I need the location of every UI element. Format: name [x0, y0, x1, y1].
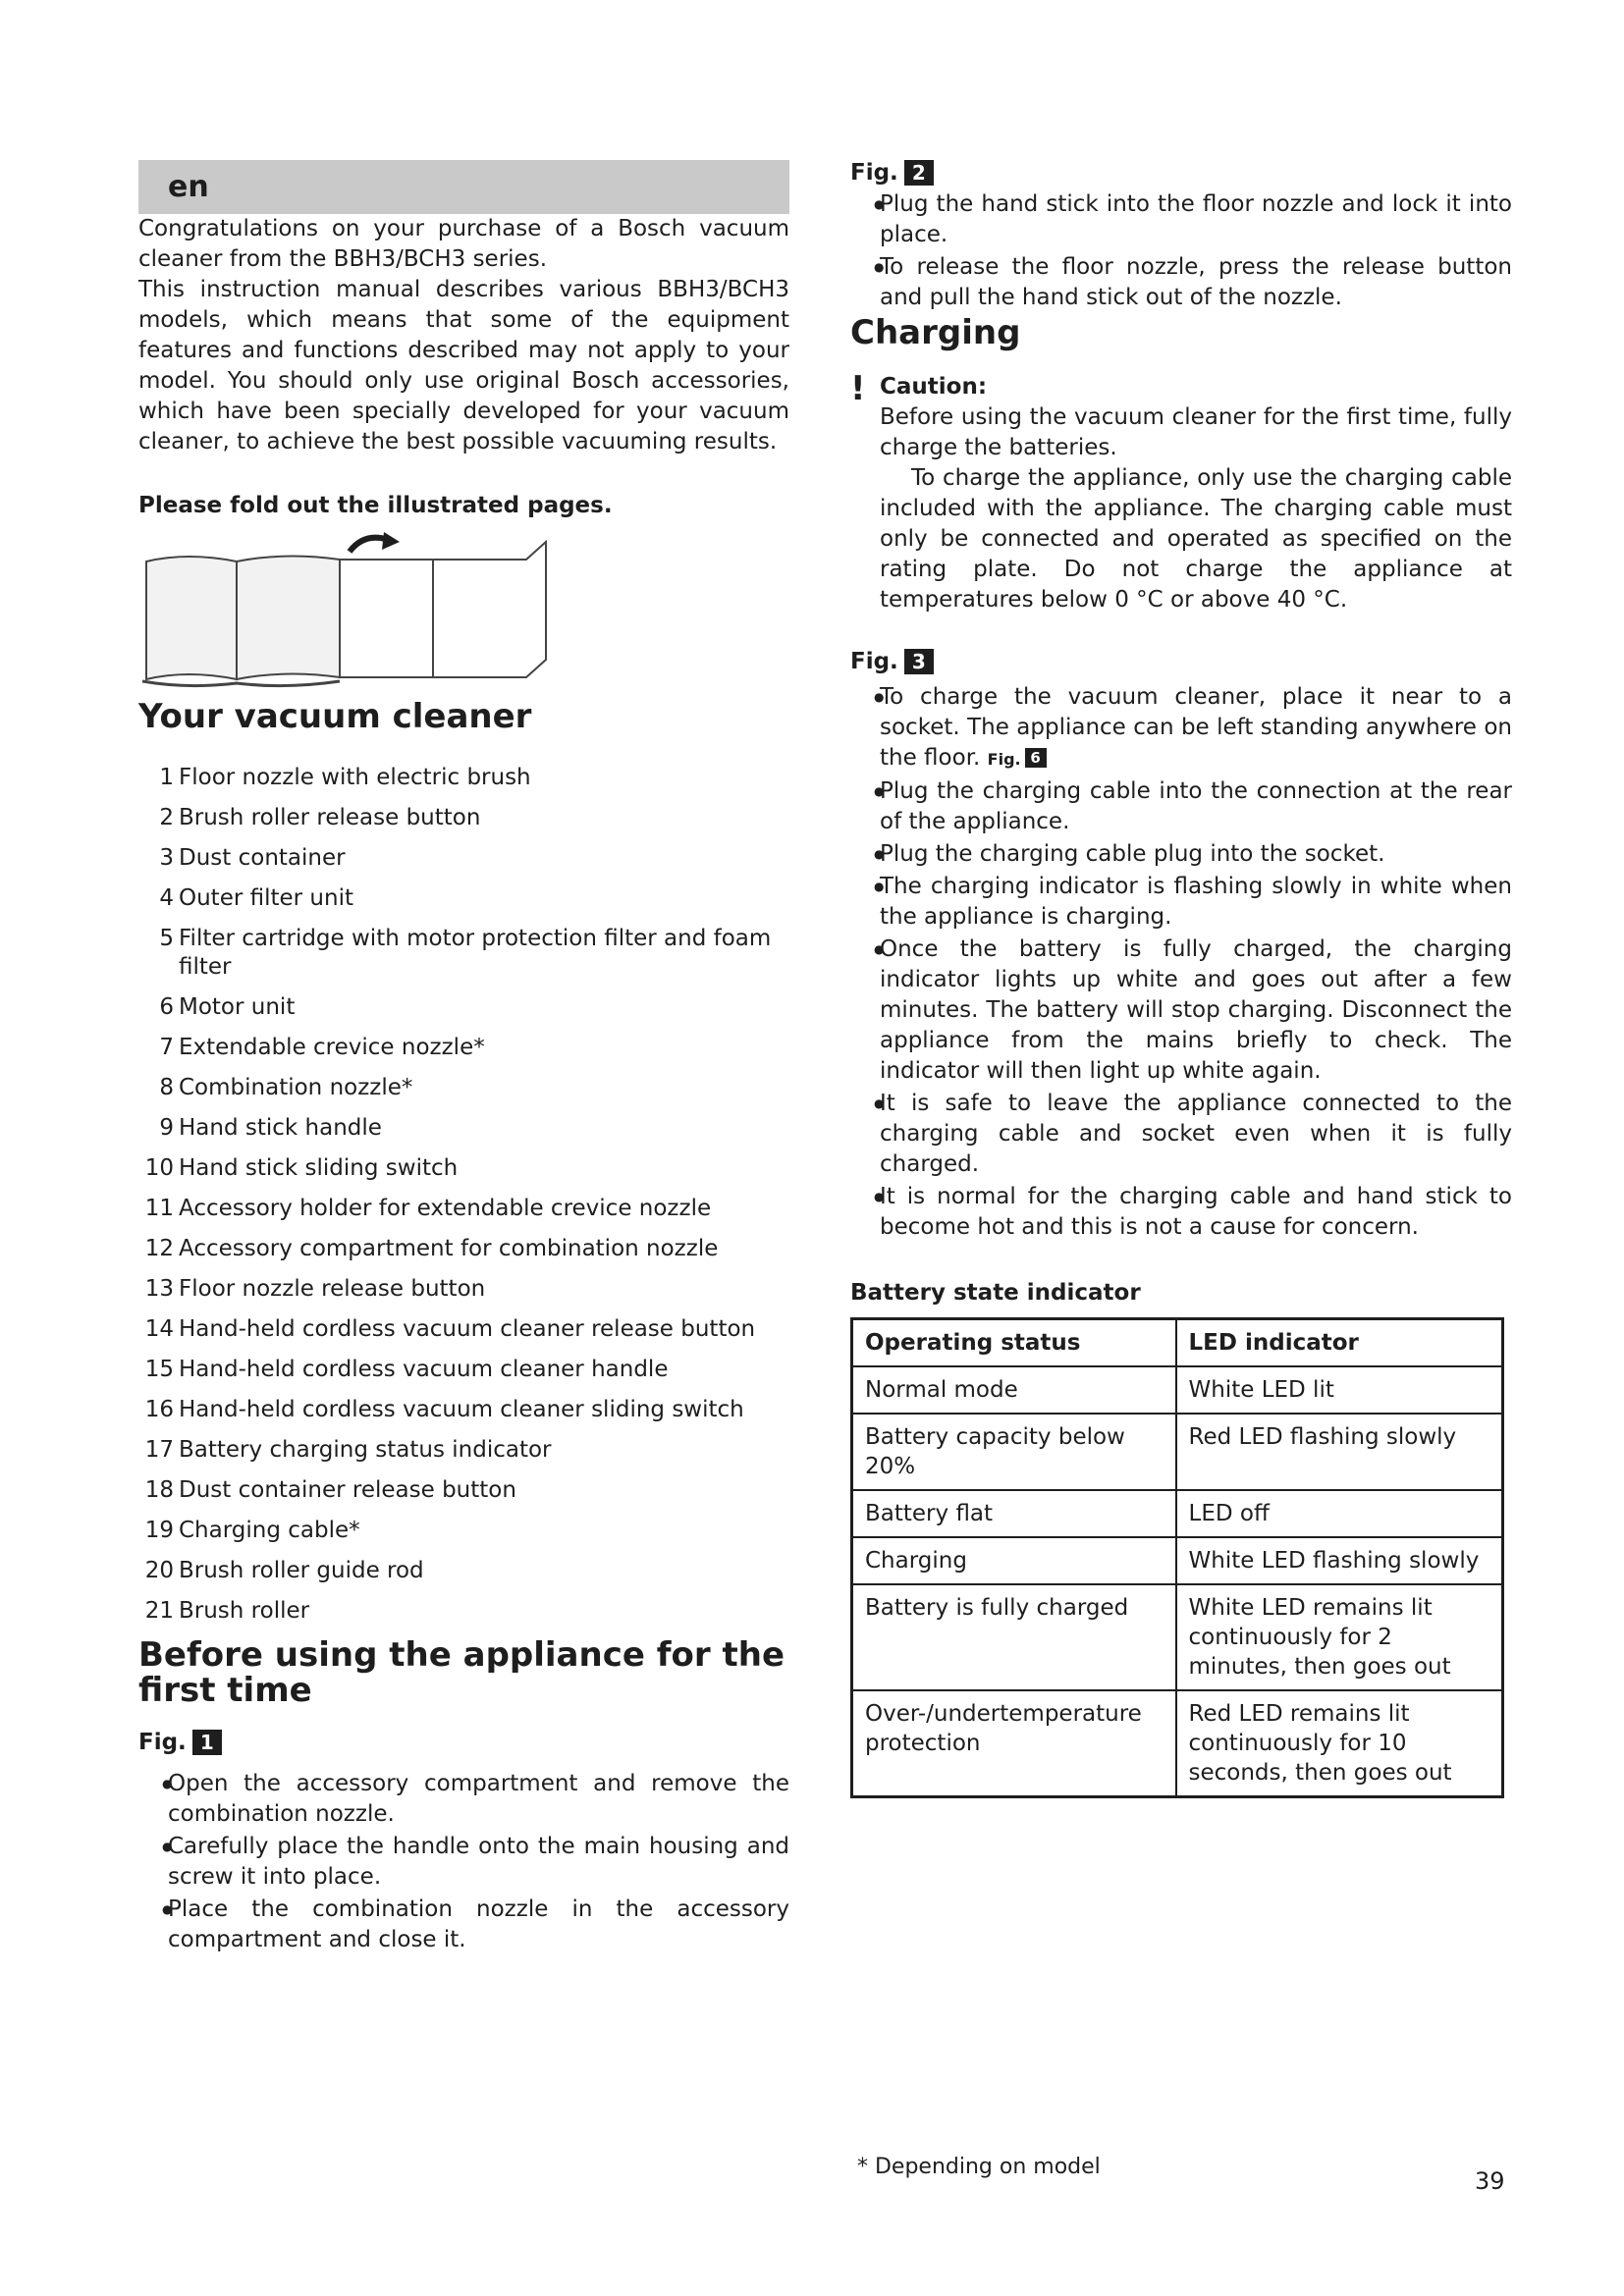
part-number: 16 [144, 1397, 174, 1422]
charging-steps [850, 682, 1512, 1243]
list-item [138, 804, 789, 832]
part-number: 3 [159, 845, 174, 871]
figure-label: Fig. [850, 160, 898, 186]
part-number: 8 [159, 1075, 174, 1100]
part-label: Hand stick sliding switch [179, 1155, 459, 1181]
part-label: Hand-held cordless vacuum cleaner sliding switch [179, 1397, 744, 1422]
part-label: Hand-held cordless vacuum cleaner handle [179, 1357, 669, 1382]
battery-state-table [850, 1317, 1504, 1798]
table-row [852, 1414, 1503, 1490]
figure-reference-2 [850, 160, 1512, 186]
list-item [138, 764, 789, 792]
part-label: Motor unit [179, 994, 296, 1020]
part-number: 19 [144, 1518, 174, 1543]
part-label: Floor nozzle with electric brush [179, 765, 531, 790]
part-label: Brush roller [179, 1598, 310, 1624]
part-number: 7 [159, 1035, 174, 1060]
list-item: ● Plug the hand stick into the floor nozzle and lock it into place. [850, 189, 1512, 250]
list-item: ● Plug the charging cable plug into the socket. [850, 839, 1512, 870]
column-header-led-indicator: LED indicator [1176, 1319, 1503, 1367]
list-item: ● Carefully place the handle onto the main housing and screw it into place. [138, 1832, 789, 1893]
part-number: 9 [159, 1115, 174, 1141]
table-row [852, 1584, 1503, 1690]
status-cell: Battery is fully charged [852, 1584, 1176, 1690]
part-number: 13 [144, 1276, 174, 1302]
figure-number-badge: 1 [192, 1730, 222, 1755]
fig2-steps [850, 189, 1512, 313]
fold-out-book-illustration [138, 532, 551, 699]
figure-label: Fig. [987, 750, 1021, 769]
language-header: en [138, 160, 789, 214]
battery-state-indicator-title: Battery state indicator [850, 1280, 1141, 1306]
figure-reference-3 [850, 649, 1512, 674]
led-cell: Red LED flashing slowly [1176, 1414, 1503, 1490]
part-label: Floor nozzle release button [179, 1276, 486, 1302]
part-number: 12 [144, 1236, 174, 1261]
part-label: Combination nozzle* [179, 1075, 413, 1100]
first-use-steps [138, 1769, 789, 1955]
list-item [850, 682, 1512, 774]
list-item [138, 1396, 789, 1424]
list-item [138, 993, 789, 1022]
part-number: 2 [159, 805, 174, 830]
part-label: Dust container [179, 845, 346, 871]
part-label: Filter cartridge with motor protection filter and foam filter [179, 926, 772, 980]
part-number: 11 [144, 1196, 174, 1221]
table-row [852, 1690, 1503, 1797]
part-label: Hand stick handle [179, 1115, 382, 1141]
status-cell: Over-/undertemperature protection [852, 1690, 1176, 1797]
column-header-operating-status: Operating status [852, 1319, 1176, 1367]
list-item: ● Plug the charging cable into the connection at the rear of the appliance. [850, 776, 1512, 837]
table-row [852, 1490, 1503, 1537]
list-item [138, 1154, 789, 1183]
list-item [138, 925, 789, 982]
led-cell: White LED lit [1176, 1366, 1503, 1414]
figure-number-badge: 3 [904, 649, 934, 674]
list-item [138, 1074, 789, 1102]
led-cell: White LED flashing slowly [1176, 1537, 1503, 1584]
parts-list [138, 764, 789, 1626]
part-number: 18 [144, 1477, 174, 1503]
part-number: 14 [144, 1316, 174, 1342]
part-number: 4 [159, 885, 174, 911]
figure-number-badge: 6 [1025, 748, 1047, 768]
caution-block [850, 369, 1512, 615]
figure-label: Fig. [138, 1730, 187, 1755]
part-label: Hand-held cordless vacuum cleaner release button [179, 1316, 756, 1342]
caution-paragraph-1: Before using the vacuum cleaner for the first time, fully charge the batteries. [880, 404, 1512, 460]
list-item [138, 1476, 789, 1505]
led-cell: LED off [1176, 1490, 1503, 1537]
list-item: ● Place the combination nozzle in the accessory compartment and close it. [138, 1895, 789, 1955]
list-item [138, 1034, 789, 1062]
part-label: Brush roller guide rod [179, 1558, 424, 1583]
table-header-row [852, 1319, 1503, 1367]
intro-paragraph-1: Congratulations on your purchase of a Bosch vacuum cleaner from the BBH3/BCH3 series. [138, 216, 789, 272]
part-number: 20 [144, 1558, 174, 1583]
list-item [138, 1195, 789, 1223]
led-cell: Red LED remains lit continuously for 10 seconds, then goes out [1176, 1690, 1503, 1797]
part-label: Brush roller release button [179, 805, 481, 830]
list-item: ● The charging indicator is flashing slowly in white when the appliance is charging. [850, 872, 1512, 933]
figure-label: Fig. [850, 649, 898, 674]
list-item [138, 1436, 789, 1465]
part-label: Battery charging status indicator [179, 1437, 552, 1463]
list-item [138, 1114, 789, 1143]
section-title-your-vacuum-cleaner: Your vacuum cleaner [138, 697, 532, 736]
list-item [138, 1356, 789, 1384]
list-item: ● It is safe to leave the appliance connected to the charging cable and socket even when it is fully charged. [850, 1089, 1512, 1180]
list-item: ● It is normal for the charging cable and hand stick to become hot and this is not a cause for concern. [850, 1182, 1512, 1243]
part-label: Extendable crevice nozzle* [179, 1035, 485, 1060]
part-label: Accessory compartment for combination nozzle [179, 1236, 719, 1261]
list-item [138, 1315, 789, 1344]
part-label: Dust container release button [179, 1477, 516, 1503]
section-title-before-first-use: Before using the appliance for the first time [138, 1635, 785, 1710]
caution-paragraph-2: To charge the appliance, only use the charging cable included with the appliance. The charging cable must only be connected and operated as specified on the rating plate. Do not charge the appliance at temperatures below 0 °C or above 40 °C. [880, 465, 1512, 613]
part-number: 1 [159, 765, 174, 790]
status-cell: Charging [852, 1537, 1176, 1584]
intro-paragraph-2: This instruction manual describes various BBH3/BCH3 models, which means that some of the equipment features and functions described may not apply to your model. You should only use original Bosch accessories, which have been specially developed for your vacuum cleaner, to achieve the best possible vacuuming results. [138, 277, 789, 454]
part-label: Accessory holder for extendable crevice nozzle [179, 1196, 712, 1221]
status-cell: Normal mode [852, 1366, 1176, 1414]
list-item [138, 1557, 789, 1585]
status-cell: Battery capacity below 20% [852, 1414, 1176, 1490]
list-item: ● Open the accessory compartment and remove the combination nozzle. [138, 1769, 789, 1830]
page-number: 39 [1475, 2167, 1505, 2195]
table-row [852, 1366, 1503, 1414]
figure-reference-1 [138, 1730, 789, 1755]
list-item [138, 1517, 789, 1545]
led-cell: White LED remains lit continuously for 2 minutes, then goes out [1176, 1584, 1503, 1690]
part-number: 17 [144, 1437, 174, 1463]
list-item [138, 1275, 789, 1304]
section-title-charging: Charging [850, 313, 1021, 352]
part-number: 6 [159, 994, 174, 1020]
list-item: ● To release the floor nozzle, press the release button and pull the hand stick out of the nozzle. [850, 252, 1512, 313]
warning-icon: ! [850, 369, 866, 408]
fold-out-note: Please fold out the illustrated pages. [138, 493, 613, 518]
table-row [852, 1537, 1503, 1584]
list-item [138, 884, 789, 913]
inline-figure-reference-6 [988, 750, 1047, 769]
caution-title: Caution: [880, 374, 988, 400]
part-number: 21 [144, 1598, 174, 1624]
right-column [850, 160, 1512, 1798]
status-cell: Battery flat [852, 1490, 1176, 1537]
footnote: * Depending on model [857, 2155, 1101, 2179]
list-item: ● Once the battery is fully charged, the charging indicator lights up white and goes out after a few minutes. The battery will stop charging. Disconnect the appliance from the mains briefly to check. The indicator will then light up white again. [850, 934, 1512, 1087]
left-column [138, 160, 789, 1957]
list-item [138, 1597, 789, 1626]
list-item [138, 844, 789, 873]
list-item [138, 1235, 789, 1263]
part-number: 10 [144, 1155, 174, 1181]
part-label: Outer filter unit [179, 885, 353, 911]
part-label: Charging cable* [179, 1518, 360, 1543]
part-number: 5 [159, 926, 174, 951]
step-text: To charge the vacuum cleaner, place it near to a socket. The appliance can be left standing anywhere on the floor. [880, 684, 1512, 771]
figure-number-badge: 2 [904, 160, 934, 186]
part-number: 15 [144, 1357, 174, 1382]
